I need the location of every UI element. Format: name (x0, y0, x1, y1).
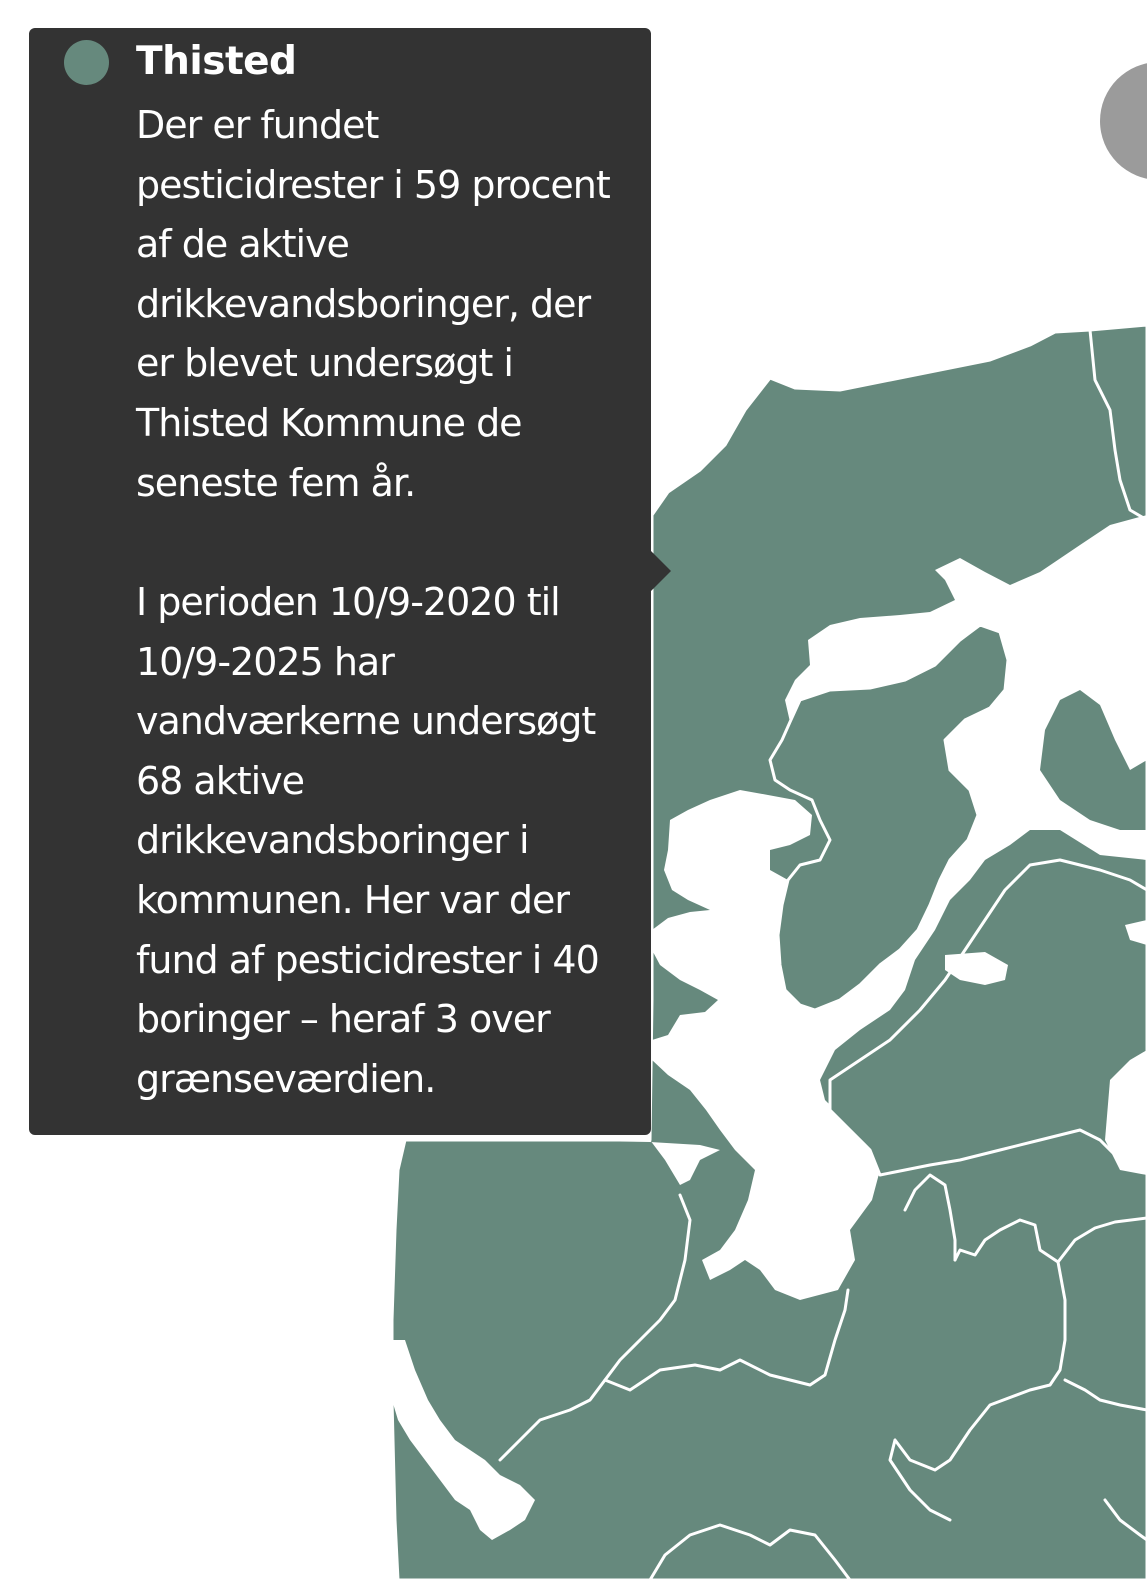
tooltip-paragraph-1: Der er fundet pesticidrester i 59 procent af de aktive drikkevandsboringer, der er blevet undersøgt i Thisted Kommune de seneste fem år. (136, 103, 610, 505)
tooltip-paragraph-2: I perioden 10/9-2020 til 10/9-2025 har vandværkerne undersøgt 68 aktive drikkevandsboringer i kommunen. Her var der fund af pesticidrester i 40 boringer – heraf 3 over grænseværdien. (136, 580, 599, 1101)
legend-dot-icon (64, 40, 109, 85)
tooltip-title: Thisted (136, 39, 297, 84)
municipality-tooltip (29, 28, 651, 1135)
tooltip-arrow (651, 551, 671, 591)
